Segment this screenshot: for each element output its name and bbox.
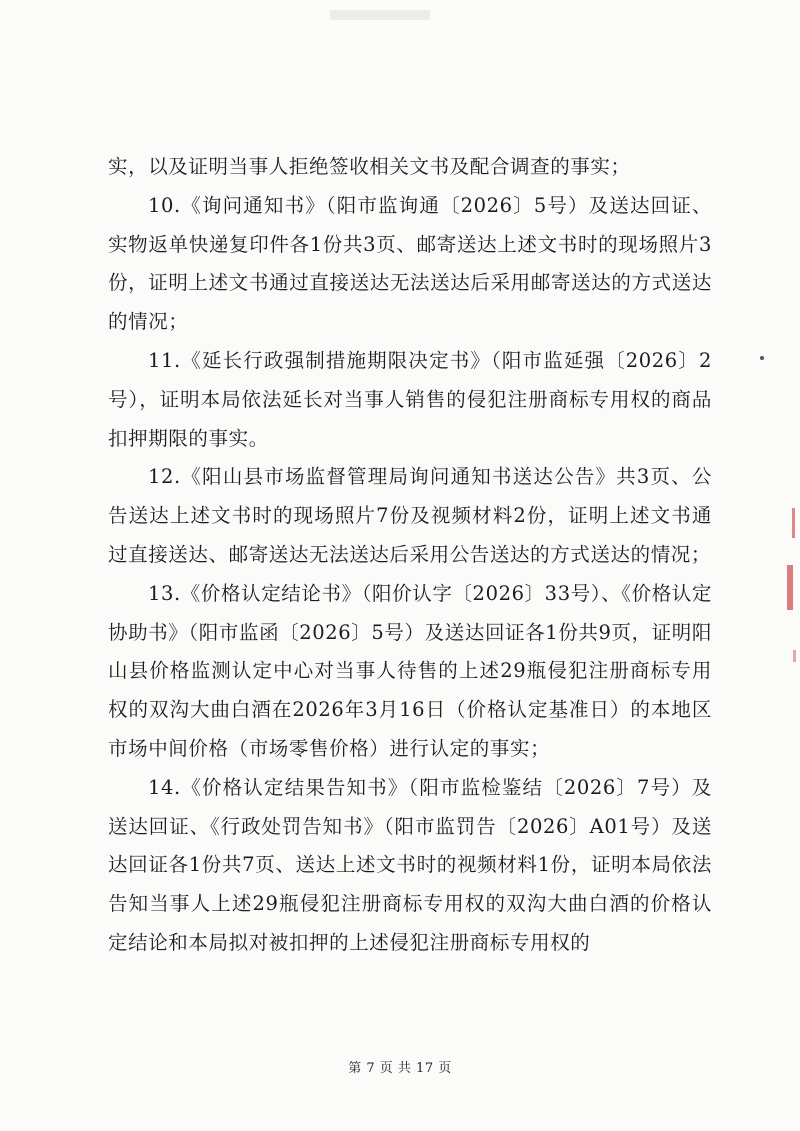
paragraph-item-14: 14.《价格认定结果告知书》（阳市监检鉴结〔2026〕7号）及送达回证、《行政处罚告知书》（阳市监罚告〔2026〕A01号）及送达回证各1份共7页、送达上述文书时的视频材料1份，证明本局依法告知当事人上述29瓶侵犯注册商标专用权的双沟大曲白酒的价格认定结论和本局拟对被扣押的上述侵犯注册商标专用权的	[108, 775, 712, 954]
paragraph-item-11: 11.《延长行政强制措施期限决定书》（阳市监延强〔2026〕2号），证明本局依法延长对当事人销售的侵犯注册商标专用权的商品扣押期限的事实。	[108, 348, 712, 450]
page-number-footer: 第 7 页 共 17 页	[348, 1061, 452, 1076]
paragraph-item-12: 12.《阳山县市场监督管理局询问通知书送达公告》共3页、公告送达上述文书时的现场照片7份及视频材料2份，证明上述文书通过直接送达、邮寄送达无法送达后采用公告送达的方式送达的情况；	[108, 465, 712, 566]
red-seal-edge-mark	[793, 650, 796, 662]
red-seal-edge-mark	[787, 565, 793, 610]
header-faint-stamp	[330, 10, 430, 20]
paragraph-continuation: 实，以及证明当事人拒绝签收相关文书及配合调查的事实；	[108, 155, 631, 178]
scan-speck	[760, 356, 764, 360]
document-body	[108, 148, 712, 963]
red-seal-edge-mark	[792, 508, 795, 538]
paragraph-item-13: 13.《价格认定结论书》（阳价认字〔2026〕33号）、《价格认定协助书》（阳市监函〔2026〕5号）及送达回证各1份共9页，证明阳山县价格监测认定中心对当事人待售的上述29瓶侵犯注册商标专用权的双沟大曲白酒在2026年3月16日（价格认定基准日）的本地区市场中间价格（市场零售价格）进行认定的事实；	[108, 581, 713, 760]
paragraph-item-10: 10.《询问通知书》（阳市监询通〔2026〕5号）及送达回证、实物返单快递复印件各1份共3页、邮寄送达上述文书时的现场照片3份，证明上述文书通过直接送达无法送达后采用邮寄送达的方式送达的情况；	[108, 193, 712, 334]
